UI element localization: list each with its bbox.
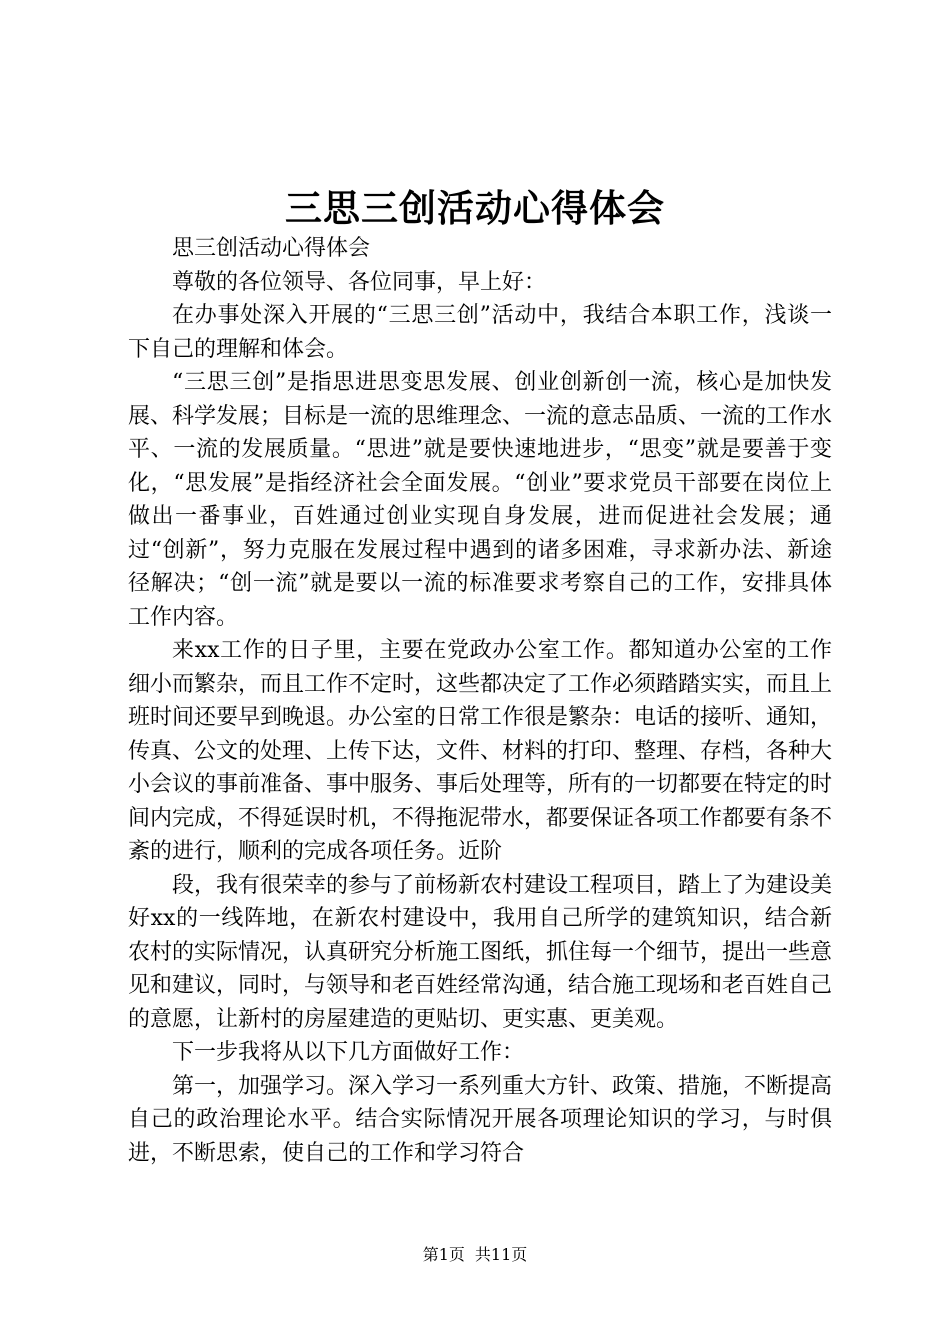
document-title: 三思三创活动心得体会 [285, 186, 665, 230]
paragraph-greeting: 尊敬的各位领导、各位同事，早上好： [172, 269, 547, 295]
paragraph-rural-project: 段，我有很荣幸的参与了前杨新农村建设工程项目，踏上了为建设美好xx的一线阵地，在新农村建设中，我用自己所学的建筑知识，结合新农村的实际情况，认真研究分析施工图纸，抓住每一个细节，提出一些意见和建议，同时，与领导和老百姓经常沟通，结合施工现场和老百姓自己的意愿，让新村的房屋建造的更贴切、更实惠、更美观。 [128, 872, 833, 1032]
paragraph-next-steps: 下一步我将从以下几方面做好工作： [172, 1040, 525, 1065]
paragraph-subtitle: 思三创活动心得体会 [172, 236, 371, 261]
document-body [128, 232, 832, 1170]
page-number: 第1页 [422, 1245, 465, 1264]
page-footer [0, 1243, 950, 1267]
page-total: 共11页 [474, 1245, 528, 1264]
paragraph-intro: 在办事处深入开展的“三思三创”活动中，我结合本职工作，浅谈一下自己的理解和体会。 [128, 303, 832, 362]
paragraph-first-point: 第一，加强学习。深入学习一系列重大方针、政策、措施，不断提高自己的政治理论水平。结合实际情况开展各项理论知识的学习，与时俱进，不断思索，使自己的工作和学习符合 [128, 1073, 833, 1166]
paragraph-definition: “三思三创”是指思进思变思发展、创业创新创一流，核心是加快发展、科学发展；目标是一流的思维理念、一流的意志品质、一流的工作水平、一流的发展质量。“思进”就是要快速地进步，“思变”就是要善于变化，“思发展”是指经济社会全面发展。“创业”要求党员干部要在岗位上做出一番事业，百姓通过创业实现自身发展，进而促进社会发展；通过“创新”，努力克服在发展过程中遇到的诸多困难，寻求新办法、新途径解决；“创一流”就是要以一流的标准要求考察自己的工作，安排具体工作内容。 [128, 370, 833, 630]
paragraph-office-work: 来xx工作的日子里，主要在党政办公室工作。都知道办公室的工作细小而繁杂，而且工作不定时，这些都决定了工作必须踏踏实实，而且上班时间还要早到晚退。办公室的日常工作很是繁杂：电话的接听、通知，传真、公文的处理、上传下达，文件、材料的打印、整理、存档，各种大小会议的事前准备、事中服务、事后处理等，所有的一切都要在特定的时间内完成，不得延误时机，不得拖泥带水，都要保证各项工作都要有条不紊的进行，顺利的完成各项任务。近阶 [128, 638, 833, 864]
